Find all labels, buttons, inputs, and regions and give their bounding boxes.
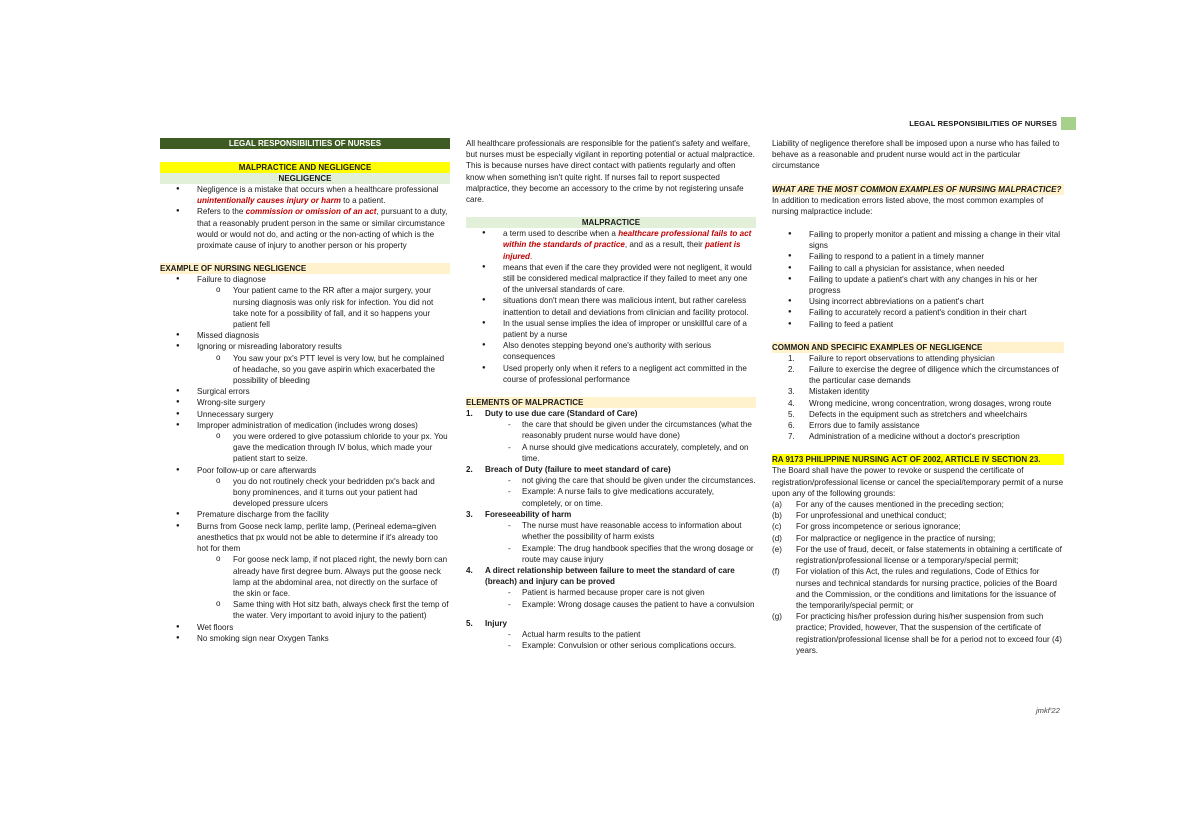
dash-item: - Actual harm results to the patient bbox=[466, 629, 756, 640]
list-item: ● means that even if the care they provided were not negligent, it would still be considered medical malpractice if they failed to meet any one of the universal standards of care. bbox=[466, 262, 756, 296]
sub-list-item: o You saw your px's PTT level is very low, but he complained of headache, so you gave aspirin which exacerbated the possibility of bleeding bbox=[160, 353, 450, 387]
list-item: ● Burns from Goose neck lamp, perlite lamp, (Perineal edema=given anesthetics that px would not be able to determine if it's already too hot for them bbox=[160, 521, 450, 555]
list-item: ● Failing to update a patient's chart with any changes in his or her progress bbox=[772, 274, 1064, 296]
column-3 bbox=[772, 138, 1064, 656]
header-color-swatch bbox=[1061, 117, 1076, 130]
common-intro: In addition to medication errors listed above, the most common examples of nursing malpractice include: bbox=[772, 195, 1044, 216]
elements-list bbox=[466, 408, 756, 651]
dash-item: - Example: The drug handbook specifies that the wrong dosage or route may cause injury bbox=[466, 543, 756, 565]
intro-paragraph: Liability of negligence therefore shall be imposed upon a nurse who has failed to behave as a reasonable and prudent nurse would act in the particular circumstance bbox=[772, 139, 1060, 171]
section-title-elements: ELEMENTS OF MALPRACTICE bbox=[466, 397, 756, 408]
lettered-item: (b) For unprofessional and unethical conduct; bbox=[772, 511, 947, 521]
common-malpractice-list bbox=[772, 229, 1064, 330]
numbered-item: 4. A direct relationship between failure to meet the standard of care (breach) and injury can be proved bbox=[466, 565, 735, 587]
section-title-malpractice: MALPRACTICE bbox=[466, 217, 756, 228]
numbered-item: 6. Errors due to family assistance bbox=[788, 421, 920, 431]
list-item: ● Wrong-site surgery bbox=[160, 397, 450, 408]
numbered-item: 2. Breach of Duty (failure to meet standard of care) bbox=[466, 465, 671, 475]
list-item: ● Failure to diagnose bbox=[160, 274, 450, 285]
list-item: ● Unnecessary surgery bbox=[160, 409, 450, 420]
page-header bbox=[880, 116, 1076, 130]
numbered-item: 4. Wrong medicine, wrong concentration, wrong dosages, wrong route bbox=[788, 398, 1052, 408]
dash-item: - Patient is harmed because proper care is not given bbox=[466, 587, 756, 598]
list-item: ● Wet floors bbox=[160, 622, 450, 633]
list-item: ● situations don't mean there was malicious intent, but rather careless inattention to detail and deviations from clinician and facility protocol. bbox=[466, 295, 756, 317]
list-item: ● Failing to properly monitor a patient and missing a change in their vital signs bbox=[772, 229, 1064, 251]
list-item: ● Poor follow-up or care afterwards bbox=[160, 465, 450, 476]
dash-item: - Example: Wrong dosage causes the patient to have a convulsion bbox=[466, 599, 756, 610]
sub-list-item: o you were ordered to give potassium chloride to your px. You gave the medication through IV bolus, which made your patient start to seize. bbox=[160, 431, 450, 465]
ra-grounds-list bbox=[772, 499, 1064, 656]
document-banner: LEGAL RESPONSIBILITIES OF NURSES bbox=[160, 138, 450, 149]
dash-item: - Example: Convulsion or other serious complications occurs. bbox=[466, 640, 756, 651]
list-item: ● In the usual sense implies the idea of improper or unskillful care of a patient by a nurse bbox=[466, 318, 756, 340]
lettered-item: (f) For violation of this Act, the rules and regulations, Code of Ethics for nurses and technical standards for nursing practice, policies of the Board and the Commission, or the conditions and limitations for the issuance of the temporarily/special permit; or bbox=[772, 567, 1057, 610]
numbered-item: 1. Duty to use due care (Standard of Care) bbox=[466, 409, 638, 419]
header-title: LEGAL RESPONSIBILITIES OF NURSES bbox=[909, 118, 1057, 128]
list-item: ● Using incorrect abbreviations on a patient's chart bbox=[772, 296, 1064, 307]
malpractice-list bbox=[466, 228, 756, 385]
list-item: ● Failing to feed a patient bbox=[772, 319, 1064, 330]
list-item: ● Improper administration of medication (includes wrong doses) bbox=[160, 420, 450, 431]
examples-list bbox=[160, 274, 450, 644]
numbered-item: 7. Administration of a medicine without a doctor's prescription bbox=[788, 432, 1020, 442]
list-item: ● Surgical errors bbox=[160, 386, 450, 397]
list-item: ● a term used to describe when a healthcare professional fails to act within the standards of practice, and as a result, their patient is injured. bbox=[466, 228, 756, 262]
section-title-examples: EXAMPLE OF NURSING NEGLIGENCE bbox=[160, 263, 450, 274]
list-item: ● Premature discharge from the facility bbox=[160, 509, 450, 520]
intro-paragraph: All healthcare professionals are responsible for the patient's safety and welfare, but nurses must be especially vigilant in reporting potential or actual malpractice. This is because nurses have direct contact with patients regularly and often know when something isn't quite right. If nurses fail to report suspected malpractice, they become an accessory to the crime by not registering unsafe care. bbox=[466, 139, 755, 205]
list-item: ● Failing to respond to a patient in a timely manner bbox=[772, 251, 1064, 262]
lettered-item: (d) For malpractice or negligence in the practice of nursing; bbox=[772, 533, 996, 543]
list-item: ● Failing to accurately record a patient's condition in their chart bbox=[772, 307, 1064, 318]
numbered-item: 5. Defects in the equipment such as stretchers and wheelchairs bbox=[788, 409, 1028, 419]
numbered-item: 5. Injury bbox=[466, 618, 508, 628]
dash-item: - Example: A nurse fails to give medications accurately, completely, or on time. bbox=[466, 486, 756, 508]
list-item: ● Failing to call a physician for assistance, when needed bbox=[772, 263, 1064, 274]
list-item: ● Negligence is a mistake that occurs when a healthcare professional unintentionally causes injury or harm to a patient. bbox=[160, 184, 450, 206]
dash-item: - the care that should be given under the circumstances (what the reasonably prudent nurse would have done) bbox=[466, 419, 756, 441]
ra-intro: The Board shall have the power to revoke or suspend the certificate of registration/professional license or cancel the special/temporary permit of a nurse upon any of the following grounds: bbox=[772, 466, 1064, 498]
sub-list-item: o you do not routinely check your bedridden px's back and bony prominences, and it turns out your patient had developed pressure ulcers bbox=[160, 476, 450, 510]
dash-item: - The nurse must have reasonable access to information about whether the possibility of harm exists bbox=[466, 520, 756, 542]
list-item: ● No smoking sign near Oxygen Tanks bbox=[160, 633, 450, 644]
list-item: ● Missed diagnosis bbox=[160, 330, 450, 341]
lettered-item: (c) For gross incompetence or serious ignorance; bbox=[772, 522, 961, 532]
sub-list-item: o Your patient came to the RR after a major surgery, your nursing diagnosis was only risk for infection. You did not take note for a possibility of fall, and it so happens your patient fell bbox=[160, 285, 450, 330]
section-title-common-malpractice: WHAT ARE THE MOST COMMON EXAMPLES OF NURSING MALPRACTICE? bbox=[772, 184, 1064, 195]
list-item: ● Ignoring or misreading laboratory results bbox=[160, 341, 450, 352]
section-title-ra-9173: RA 9173 PHILIPPINE NURSING ACT OF 2002, ARTICLE IV SECTION 23. bbox=[772, 454, 1064, 465]
column-1 bbox=[160, 138, 450, 644]
column-2 bbox=[466, 138, 756, 651]
list-item: ● Refers to the commission or omission of an act, pursuant to a duty, that a reasonably prudent person in the same or similar circumstance would or would not do, and acting or the non-acting of which is the proximate cause of injury to another person or his property bbox=[160, 206, 450, 251]
sub-list-item: o For goose neck lamp, if not placed right, the newly born can already have first degree burn. Always put the goose neck lamp at the abdominal area, not directly on the surface of the skin or face. bbox=[160, 554, 450, 599]
negligence-list bbox=[160, 184, 450, 251]
list-item: ● Used properly only when it refers to a negligent act committed in the course of professional performance bbox=[466, 363, 756, 385]
footer-watermark: jmkf'22 bbox=[1036, 706, 1060, 715]
section-title-specific-negligence: COMMON AND SPECIFIC EXAMPLES OF NEGLIGENCE bbox=[772, 342, 1064, 353]
list-item: ● Also denotes stepping beyond one's authority with serious consequences bbox=[466, 340, 756, 362]
numbered-item: 3. Foreseeability of harm bbox=[466, 509, 572, 519]
dash-item: - A nurse should give medications accurately, completely, and on time. bbox=[466, 442, 756, 464]
subsection-title-negligence: NEGLIGENCE bbox=[160, 173, 450, 184]
numbered-item: 3. Mistaken identity bbox=[788, 387, 870, 397]
section-title-malpractice-negligence: MALPRACTICE AND NEGLIGENCE bbox=[160, 162, 450, 173]
numbered-item: 2. Failure to exercise the degree of diligence which the circumstances of the particular case demands bbox=[788, 365, 1059, 386]
numbered-item: 1. Failure to report observations to attending physician bbox=[788, 353, 995, 363]
lettered-item: (e) For the use of fraud, deceit, or false statements in obtaining a certificate of registration/professional license or a temporary/special permit; bbox=[772, 544, 1062, 566]
lettered-item: (g) For practicing his/her profession during his/her suspension from such practice; Provided, however, That the suspension of the certificate of registration/professional license shall be for a period not to exceed four (4) years. bbox=[772, 612, 1062, 655]
dash-item: - not giving the care that should be given under the circumstances. bbox=[466, 475, 756, 486]
sub-list-item: o Same thing with Hot sitz bath, always check first the temp of the water. Very important to avoid injury to the patient) bbox=[160, 599, 450, 621]
specific-negligence-list bbox=[772, 353, 1064, 443]
lettered-item: (a) For any of the causes mentioned in the preceding section; bbox=[772, 500, 1004, 510]
